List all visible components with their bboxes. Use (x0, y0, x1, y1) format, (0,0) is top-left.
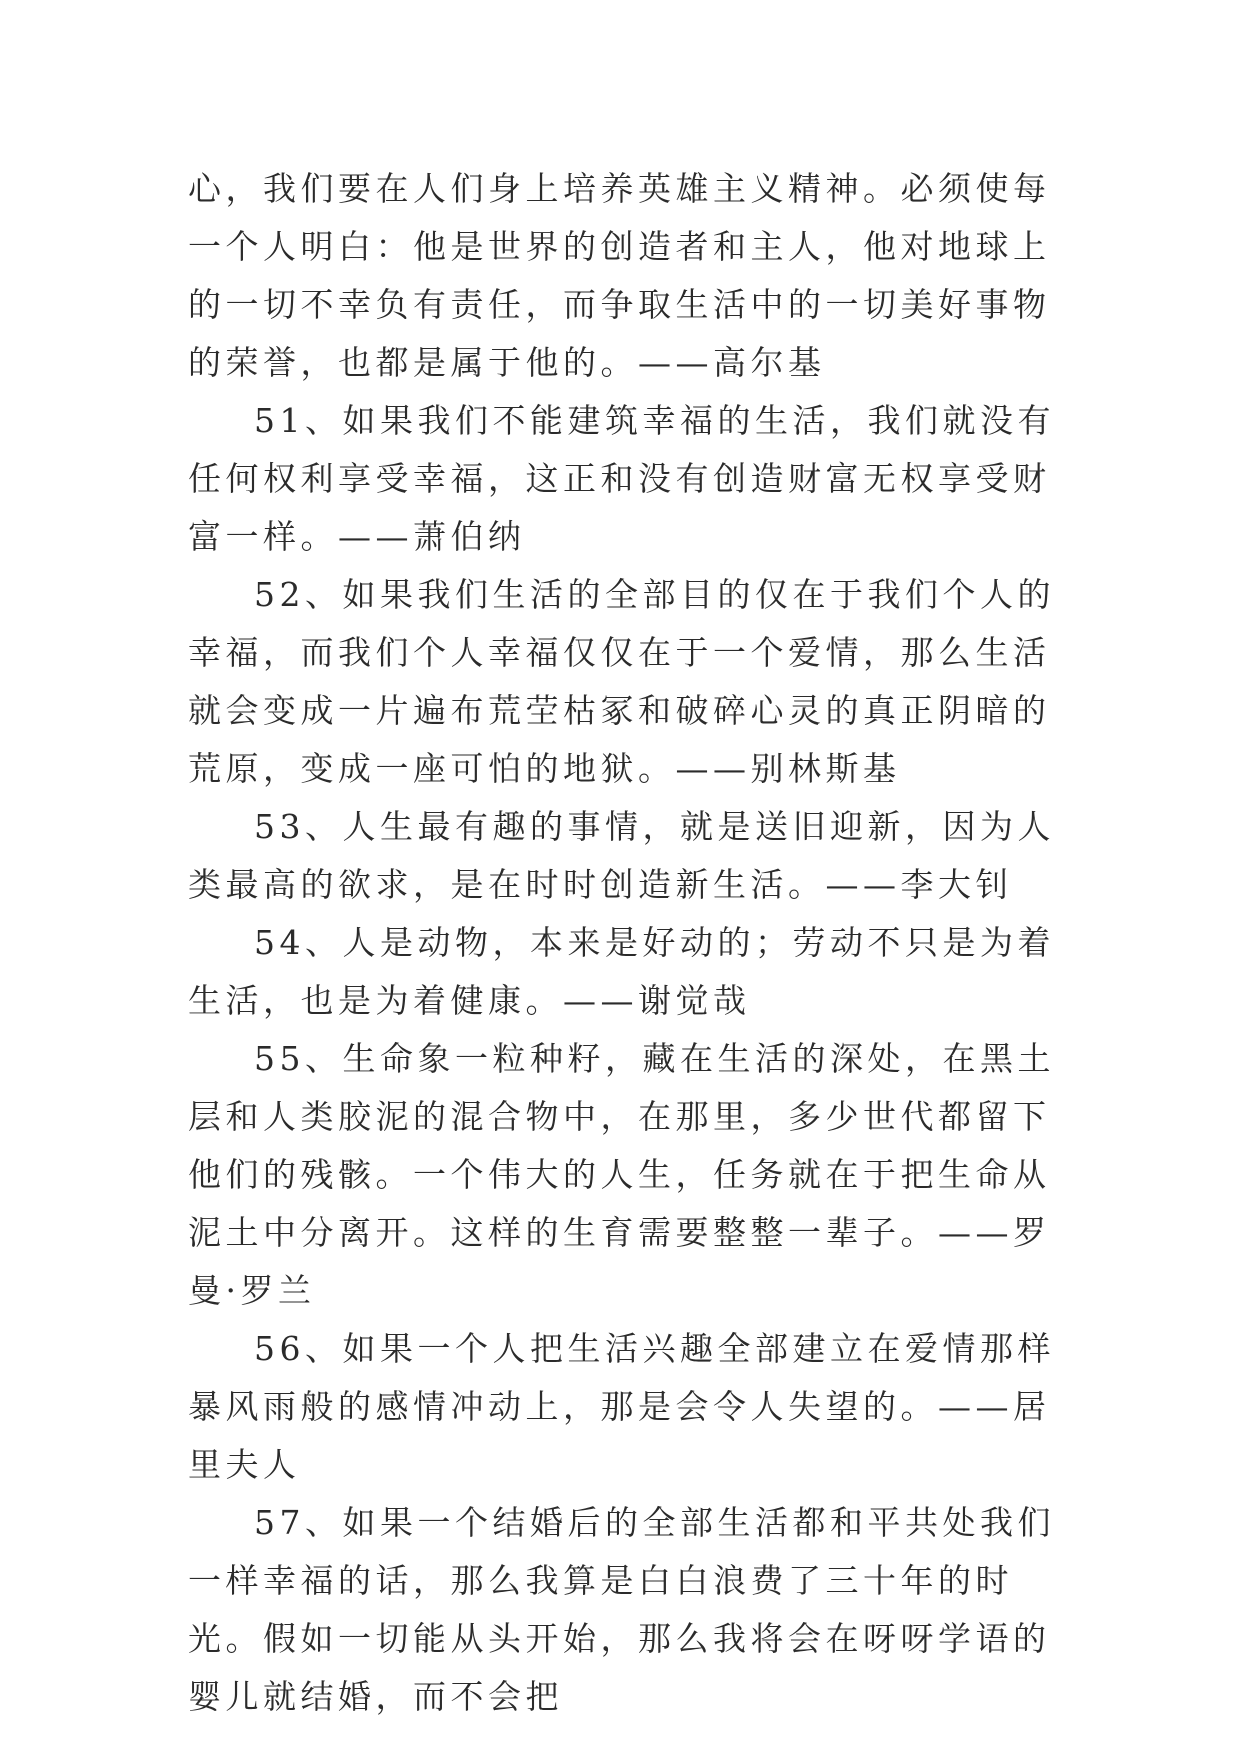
quote-paragraph-53: 53、人生最有趣的事情，就是送旧迎新，因为人类最高的欲求，是在时时创造新生活。——李大钊 (188, 807, 1055, 904)
quote-paragraph-52: 52、如果我们生活的全部目的仅在于我们个人的幸福，而我们个人幸福仅仅在于一个爱情，那么生活就会变成一片遍布荒茔枯冢和破碎心灵的真正阴暗的荒原，变成一座可怕的地狱。——别林斯基 (188, 575, 1055, 788)
quote-paragraph-57: 57、如果一个结婚后的全部生活都和平共处我们一样幸福的话，那么我算是白白浪费了三十年的时光。假如一切能从头开始，那么我将会在呀呀学语的婴儿就结婚，而不会把 (188, 1503, 1055, 1716)
document-body (188, 160, 1058, 1726)
quote-paragraph-55: 55、生命象一粒种籽，藏在生活的深处，在黑土层和人类胶泥的混合物中，在那里，多少世代都留下他们的残骸。一个伟大的人生，任务就在于把生命从泥土中分离开。这样的生育需要整整一辈子。——罗曼·罗兰 (188, 1039, 1055, 1310)
quote-paragraph-56: 56、如果一个人把生活兴趣全部建立在爱情那样暴风雨般的感情冲动上，那是会令人失望的。——居里夫人 (188, 1329, 1055, 1484)
paragraph-continuation: 心，我们要在人们身上培养英雄主义精神。必须使每一个人明白：他是世界的创造者和主人，他对地球上的一切不幸负有责任，而争取生活中的一切美好事物的荣誉，也都是属于他的。——高尔基 (188, 169, 1051, 382)
quote-paragraph-51: 51、如果我们不能建筑幸福的生活，我们就没有任何权利享受幸福，这正和没有创造财富无权享受财富一样。——萧伯纳 (188, 401, 1055, 556)
quote-paragraph-54: 54、人是动物，本来是好动的；劳动不只是为着生活，也是为着健康。——谢觉哉 (188, 923, 1055, 1020)
